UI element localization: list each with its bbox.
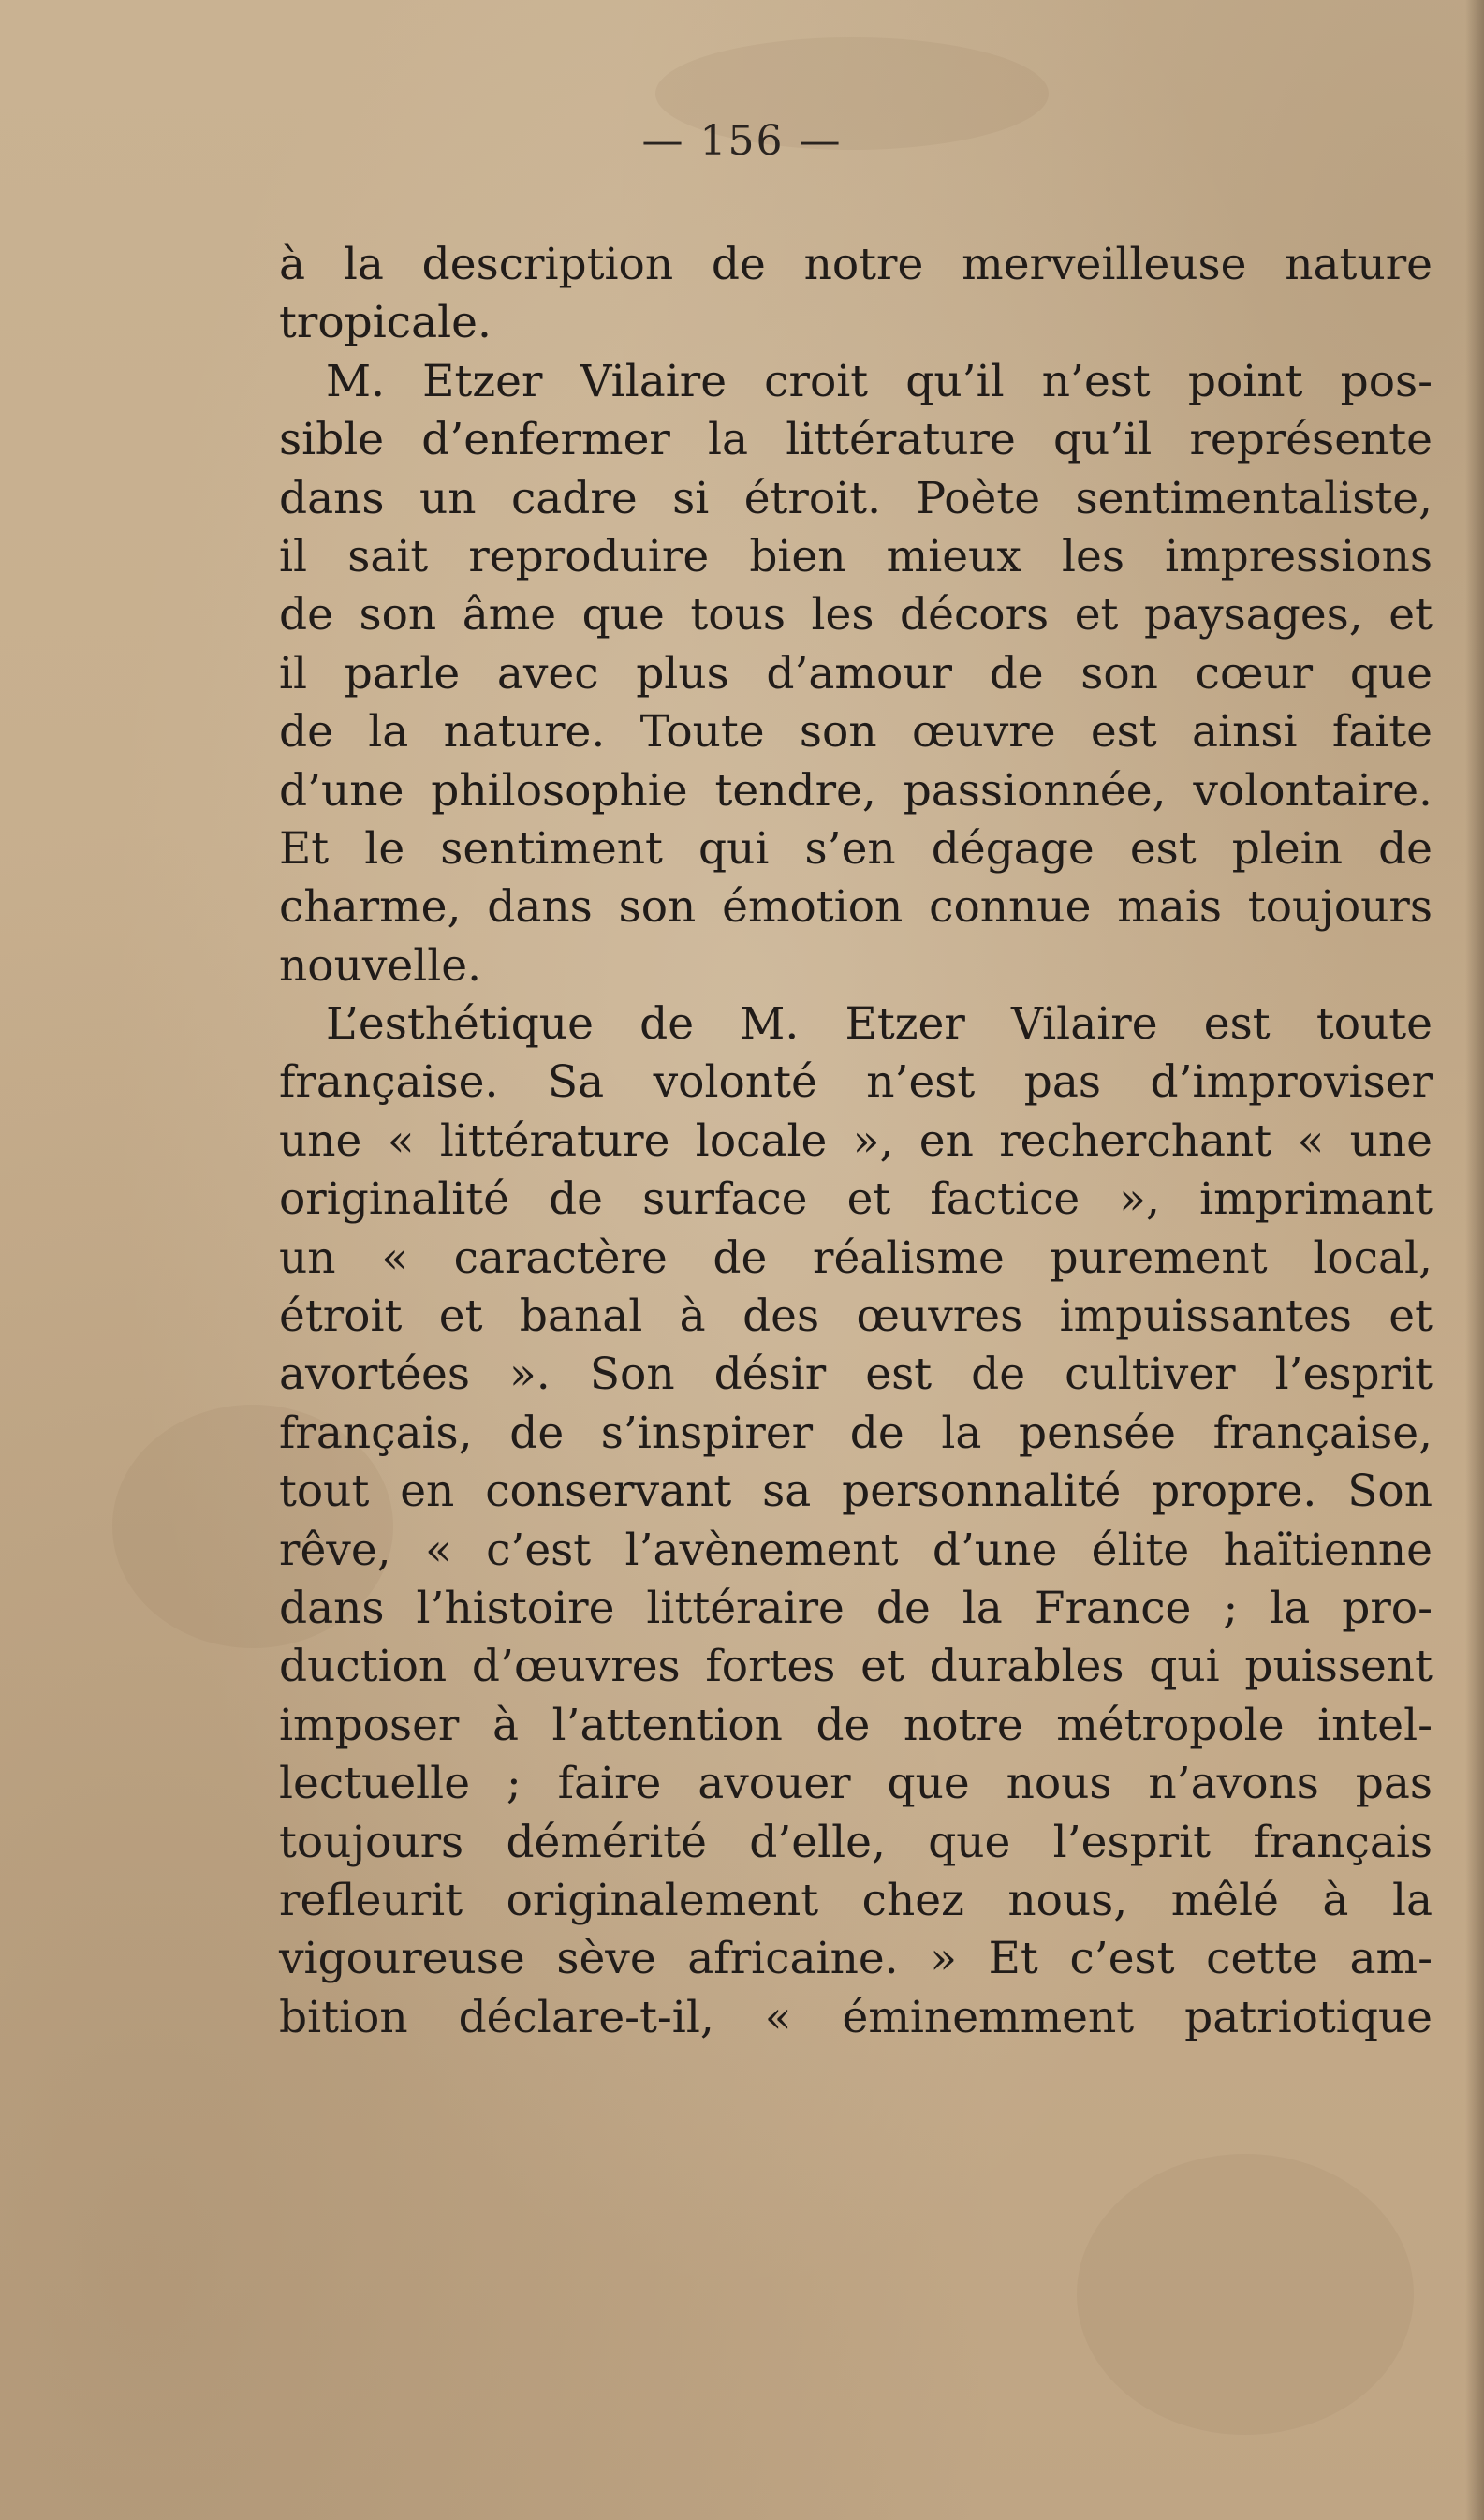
text-line: Et le sentiment qui s’en dégage est plein de	[279, 822, 1433, 875]
text-line: il parle avec plus d’amour de son cœur que	[279, 647, 1433, 700]
text-line: une « littérature locale », en recherchant « une	[279, 1114, 1433, 1167]
text-line: toujours démérité d’elle, que l’esprit français	[279, 1816, 1433, 1868]
text-line: M. Etzer Vilaire croit qu’il n’est point pos-	[326, 355, 1433, 407]
body-text	[279, 236, 1433, 2047]
text-line: de la nature. Toute son œuvre est ainsi faite	[279, 706, 1433, 759]
text-line: dans un cadre si étroit. Poète sentimentaliste,	[279, 472, 1433, 524]
page-number: — 156 —	[641, 117, 843, 165]
text-line: d’une philosophie tendre, passionnée, volontaire.	[279, 764, 1433, 817]
text-line: de son âme que tous les décors et paysages, et	[279, 589, 1433, 641]
text-line: française. Sa volonté n’est pas d’improviser	[279, 1056, 1433, 1109]
text-line: il sait reproduire bien mieux les impressions	[279, 530, 1433, 582]
text-line: dans l’histoire littéraire de la France ; la pro-	[279, 1582, 1433, 1634]
text-line: imposer à l’attention de notre métropole intel-	[279, 1699, 1433, 1751]
text-line: lectuelle ; faire avouer que nous n’avons pas	[279, 1758, 1433, 1810]
text-line: L’esthétique de M. Etzer Vilaire est toute	[326, 998, 1433, 1051]
paper-stain	[1077, 2154, 1414, 2435]
text-line: nouvelle.	[279, 939, 482, 992]
text-line: tout en conservant sa personnalité propre. Son	[279, 1466, 1433, 1518]
text-line: tropicale.	[279, 297, 492, 349]
text-line: refleurit originalement chez nous, mêlé à la	[279, 1874, 1433, 1926]
text-line: à la description de notre merveilleuse nature	[279, 239, 1433, 290]
text-line: sible d’enfermer la littérature qu’il représente	[279, 414, 1433, 466]
text-line: français, de s’inspirer de la pensée française,	[279, 1407, 1433, 1459]
text-line: rêve, « c’est l’avènement d’une élite haïtienne	[279, 1524, 1433, 1576]
text-line: bition déclare-t-il, « éminemment patriotique	[279, 1991, 1433, 2043]
text-line: vigoureuse sève africaine. » Et c’est cette am-	[279, 1933, 1433, 1985]
page-edge-shadow	[1465, 0, 1484, 2520]
text-line: duction d’œuvres fortes et durables qui puissent	[279, 1641, 1433, 1693]
text-line: un « caractère de réalisme purement local,	[279, 1231, 1433, 1284]
text-line: avortées ». Son désir est de cultiver l’esprit	[279, 1348, 1433, 1401]
text-line: originalité de surface et factice », imprimant	[279, 1173, 1433, 1226]
text-line: charme, dans son émotion connue mais toujours	[279, 881, 1433, 934]
text-line: étroit et banal à des œuvres impuissantes et	[279, 1290, 1433, 1343]
